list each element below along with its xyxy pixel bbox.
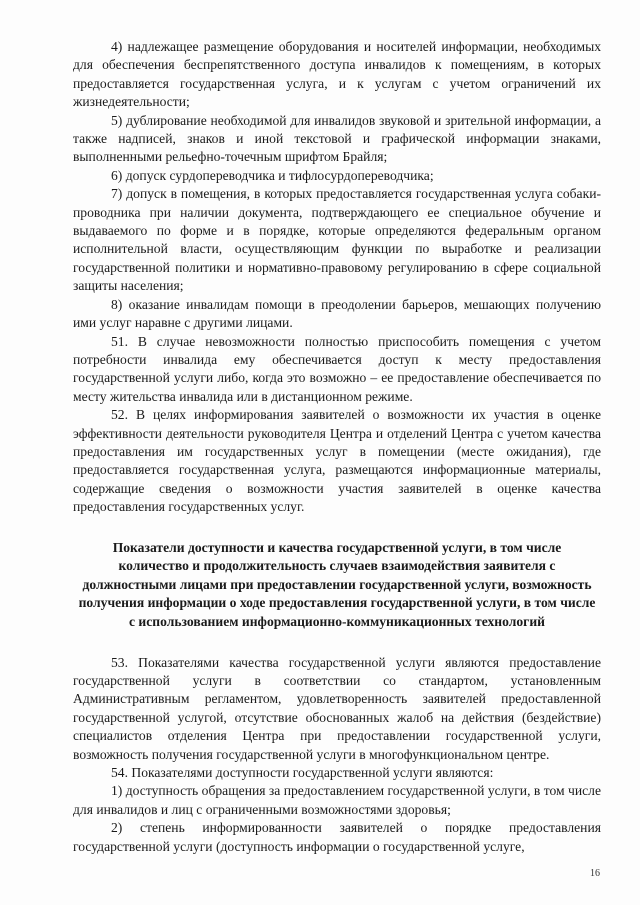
list-item-1: 1) доступность обращения за предоставлением государственной услуги, в том числе для инвалидов и лиц с ограниченными возможностями здоровья; <box>73 783 601 817</box>
list-item-7: 7) допуск в помещения, в которых предоставляется государственная услуга собаки-проводника при наличии документа, подтверждающего ее специальное обучение и выдаваемого по форме и в порядке, которые определяются федеральным органом исполнительной власти, осуществляющим функции по выработке и реализации государственной политики и нормативно-правовому регулированию в сфере социальной защиты населения; <box>73 186 601 294</box>
section-heading: Показатели доступности и качества государственной услуги, в том числе количество и продолжительность случаев взаимодействия заявителя с должностными лицами при предоставлении государственной услуги, возможность получения информации о ходе предоставления государственной услуги, в том числе с использованием информационно-коммуникационных технологий <box>78 539 596 629</box>
clause-52: 52. В целях информирования заявителей о возможности их участия в оценке эффективности деятельности руководителя Центра и отделений Центра с учетом качества предоставления им государственных услуг в помещении (месте ожидания), где предоставляется государственная услуга, размещаются информационные материалы, содержащие сведения о возможности участия заявителей в оценке качества предоставления государственных услуг. <box>73 407 601 515</box>
document-body <box>73 38 601 856</box>
list-item-4: 4) надлежащее размещение оборудования и носителей информации, необходимых для обеспечения беспрепятственного доступа инвалидов к помещениям, в которых предоставляется государственная услуга, и к услугам с учетом ограничений их жизнедеятельности; <box>73 39 601 110</box>
clause-54: 54. Показателями доступности государственной услуги являются: <box>111 764 494 780</box>
spacer <box>73 517 601 529</box>
clause-53: 53. Показателями качества государственной услуги являются предоставление государственной услуги в соответствии со стандартом, установленным Административным регламентом, удовлетворенность заявителей предоставленной государственной услугой, отсутствие обоснованных жалоб на действия (бездействие) специалистов отделения Центра при предоставлении государственной услуги, возможность получения государственной услуги в многофункциональном центре. <box>73 654 601 762</box>
list-item-2: 2) степень информированности заявителей о порядке предоставления государственной услуги (доступность информации о государственной услуге, <box>73 820 601 854</box>
page-number: 16 <box>590 868 600 879</box>
list-item-8: 8) оказание инвалидам помощи в преодолении барьеров, мешающих получению ими услуг наравне с другими лицами. <box>73 296 601 331</box>
list-item-5: 5) дублирование необходимой для инвалидов звуковой и зрительной информации, а также надписей, знаков и иной текстовой и графической информации знаками, выполненными рельефно-точечным шрифтом Брайля; <box>73 112 601 165</box>
spacer <box>73 632 601 654</box>
list-item-6: 6) допуск сурдопереводчика и тифлосурдопереводчика; <box>111 167 434 183</box>
clause-51: 51. В случае невозможности полностью приспособить помещения с учетом потребности инвалида ему обеспечивается доступ к месту предоставления государственной услуги либо, когда это возможно – ее предоставление обеспечивается по месту жительства инвалида или в дистанционном режиме. <box>73 333 601 404</box>
